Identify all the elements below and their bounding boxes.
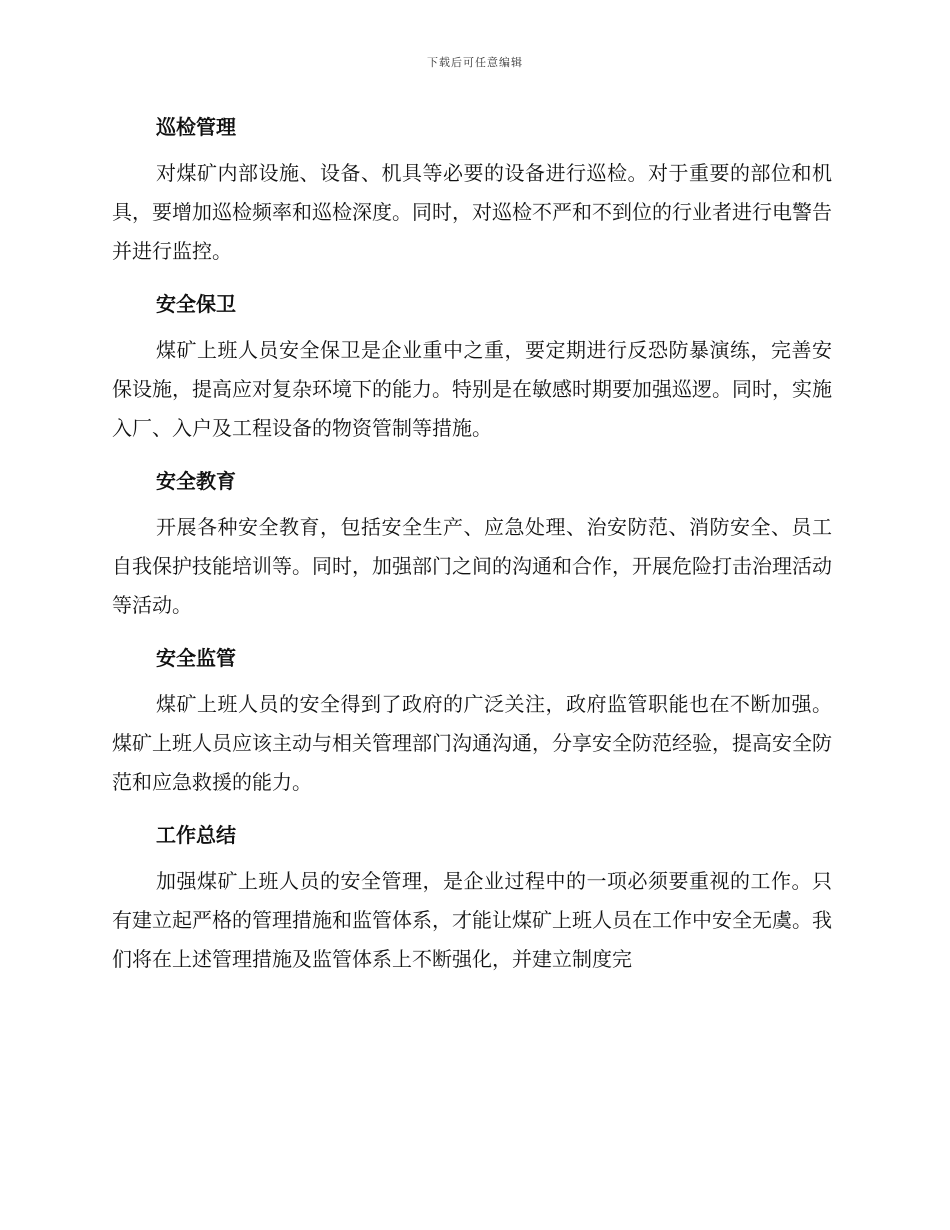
section-safety-supervision <box>112 639 832 802</box>
section-paragraph: 煤矿上班人员安全保卫是企业重中之重，要定期进行反恐防暴演练，完善安保设施，提高应对复杂环境下的能力。特别是在敏感时期要加强巡逻。同时，实施入厂、入户及工程设备的物资管制等措施。 <box>112 338 832 440</box>
section-paragraph: 煤矿上班人员的安全得到了政府的广泛关注，政府监管职能也在不断加强。煤矿上班人员应该主动与相关管理部门沟通沟通，分享安全防范经验，提高安全防范和应急救援的能力。 <box>112 692 832 794</box>
document-content <box>112 108 832 993</box>
section-safety-education <box>112 462 832 625</box>
section-work-summary <box>112 816 832 979</box>
section-paragraph: 加强煤矿上班人员的安全管理，是企业过程中的一项必须要重视的工作。只有建立起严格的管理措施和监管体系，才能让煤矿上班人员在工作中安全无虞。我们将在上述管理措施及监管体系上不断强化，并建立制度完 <box>112 869 832 971</box>
section-heading: 巡检管理 <box>156 115 236 139</box>
section-heading: 工作总结 <box>156 823 236 847</box>
section-security-guard <box>112 285 832 448</box>
section-heading: 安全教育 <box>156 469 236 493</box>
section-paragraph: 对煤矿内部设施、设备、机具等必要的设备进行巡检。对于重要的部位和机具，要增加巡检频率和巡检深度。同时，对巡检不严和不到位的行业者进行电警告并进行监控。 <box>112 161 832 263</box>
section-paragraph: 开展各种安全教育，包括安全生产、应急处理、治安防范、消防安全、员工自我保护技能培训等。同时，加强部门之间的沟通和合作，开展危险打击治理活动等活动。 <box>112 515 832 617</box>
header-note: 下载后可任意编辑 <box>427 56 523 69</box>
section-heading: 安全监管 <box>156 646 236 670</box>
section-heading: 安全保卫 <box>156 292 236 316</box>
section-inspection <box>112 108 832 271</box>
